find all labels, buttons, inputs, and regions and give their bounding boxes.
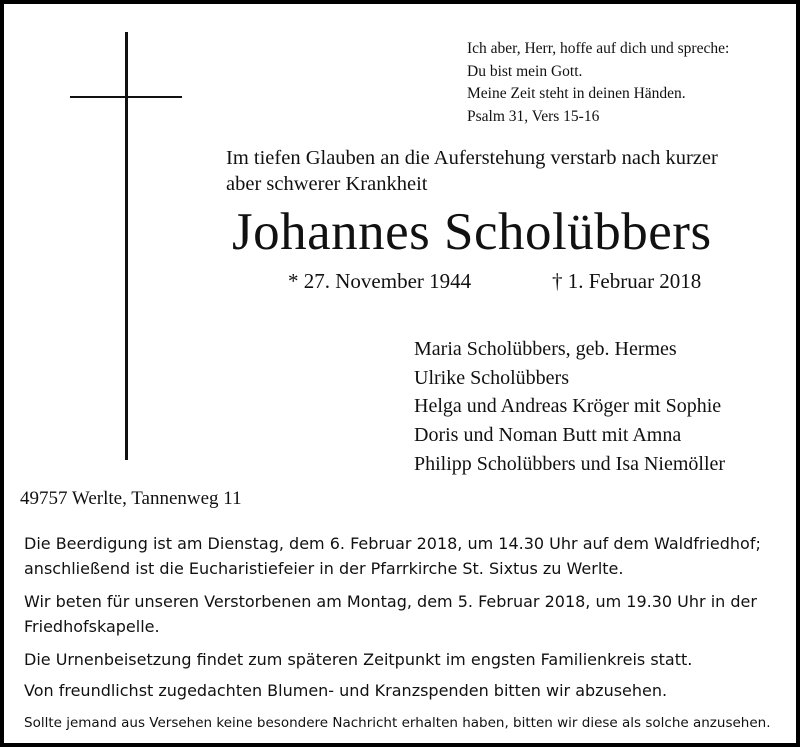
mourner-item: Ulrike Scholübbers: [414, 366, 569, 389]
funeral-info: [24, 532, 794, 581]
death-date: † 1. Februar 2018: [552, 269, 702, 293]
intro-line: Im tiefen Glauben an die Auferstehung verstarb nach kurzer: [226, 147, 718, 169]
psalm-line: Meine Zeit steht in deinen Händen.: [467, 85, 686, 102]
funeral-line: Die Beerdigung ist am Dienstag, dem 6. Februar 2018, um 14.30 Uhr auf dem Waldfriedhof;: [24, 534, 761, 553]
urn-line: Die Urnenbeisetzung findet zum späteren Zeitpunkt im engsten Familienkreis statt.: [24, 650, 693, 669]
family-address: 49757 Werlte, Tannenweg 11: [20, 488, 242, 509]
flowers-info: [24, 679, 794, 704]
birth-date: * 27. November 1944: [288, 269, 472, 293]
mourner-item: Maria Scholübbers, geb. Hermes: [414, 338, 677, 360]
psalm-line: Du bist mein Gott.: [467, 62, 583, 80]
prayer-line: Wir beten für unseren Verstorbenen am Montag, dem 5. Februar 2018, um 19.30 Uhr in der: [24, 592, 757, 611]
cross-icon-crossbar: [70, 96, 182, 98]
prayer-info: [24, 590, 794, 639]
psalm-reference: Psalm 31, Vers 15-16: [467, 107, 600, 125]
footnote: Sollte jemand aus Versehen keine besondere Nachricht erhalten haben, bitten wir diese als solche anzusehen.: [24, 715, 771, 731]
prayer-line: Friedhofskapelle.: [24, 616, 160, 636]
intro-text: [226, 145, 718, 197]
mourners-list: [414, 335, 725, 479]
psalm-quote: [467, 38, 729, 128]
flowers-line: Von freundlichst zugedachten Blumen- und Kranzspenden bitten wir abzusehen.: [24, 681, 668, 700]
urn-info: [24, 648, 794, 673]
mourner-item: Doris und Noman Butt mit Amna: [414, 424, 682, 447]
psalm-line: Ich aber, Herr, hoffe auf dich und spreche:: [467, 40, 730, 57]
mourner-item: Helga und Andreas Kröger mit Sophie: [414, 395, 722, 418]
deceased-name: Johannes Scholübbers: [232, 203, 712, 261]
funeral-line: anschließend ist die Eucharistiefeier in der Pfarrkirche St. Sixtus zu Werlte.: [24, 558, 624, 578]
intro-line: aber schwerer Krankheit: [226, 173, 428, 195]
mourner-item: Philipp Scholübbers und Isa Niemöller: [414, 452, 726, 475]
